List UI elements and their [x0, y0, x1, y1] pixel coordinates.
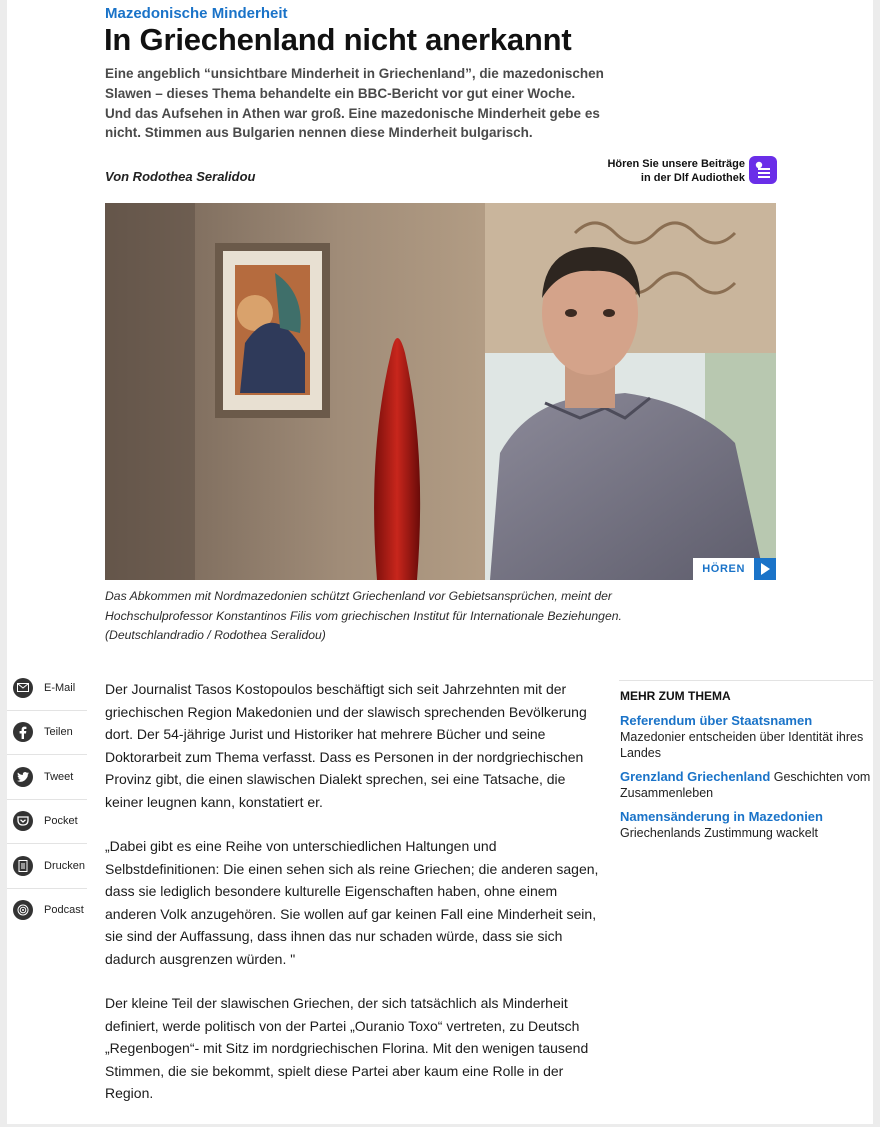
related-item [620, 809, 873, 841]
email-icon [13, 678, 33, 698]
related-link-2[interactable]: Grenzland Griechenland [620, 769, 771, 784]
related-link-3[interactable]: Namensänderung in Mazedonien [620, 809, 823, 824]
photo-illustration [105, 203, 776, 580]
audiothek-line1: Hören Sie unsere Beiträge [607, 158, 745, 170]
share-pocket-label: Pocket [44, 815, 78, 828]
facebook-icon [13, 722, 33, 742]
body-paragraph-1: Der Journalist Tasos Kostopoulos beschäftigt sich seit Jahrzehnten mit der griechischen Region Makedonien und der slawisch sprechenden Bevölkerung dort. Der 54-jährige Jurist und Historiker hat mehrere Bücher und seine Doktorarbeit zum Thema verfasst. Dass es Personen in der nordgriechischen Provinz gibt, die einen slawischen Dialekt sprechen, sei eine Tatsache, die keiner leugnen kann, konstatiert er. [105, 681, 587, 810]
hoeren-label: HÖREN [702, 563, 745, 575]
share-twitter[interactable] [7, 755, 87, 800]
share-twitter-label: Tweet [44, 770, 74, 783]
share-pocket[interactable] [7, 800, 87, 845]
related-text-2: Geschichten vom Zusammenleben [620, 770, 871, 800]
twitter-icon [13, 767, 33, 787]
related-item [620, 713, 873, 761]
audiothek-line2: in der Dlf Audiothek [640, 172, 745, 184]
related-item [620, 769, 873, 801]
page [7, 0, 873, 1124]
share-email-label: E-Mail [44, 681, 76, 694]
share-print-label: Drucken [44, 859, 85, 872]
audiothek-icon[interactable] [749, 156, 777, 184]
related-text-1: Mazedonier entscheiden über Identität ihres Landes [620, 730, 864, 760]
article-teaser: Eine angeblich “unsichtbare Minderheit in Griechenland”, die mazedonischen Slawen – dieses Thema behandelte ein BBC-Bericht vor gut einer Woche. Und das Aufsehen in Athen war groß. Eine mazedonische Minderheit gebe es nicht. Stimmen aus Bulgarien nennen diese Minderheit bulgarisch. [105, 66, 604, 141]
share-bar [7, 666, 87, 932]
share-print[interactable] [7, 844, 87, 889]
body-paragraph-2: „Dabei gibt es eine Reihe von unterschiedlichen Haltungen und Selbstdefinitionen: Die einen sehen sich als reine Griechen; die anderen sagen, dass sie lediglich besondere kulturelle Eigenschaften haben, ohne einem anderen Volk anzugehören. Sie wollen auf gar keinen Fall eine Minderheit sein, sie sind der Auffassung, dass ihnen das nur schaden würde, dass sie sich dadurch ausgrenzen würden. " [105, 838, 599, 967]
hoeren-button[interactable] [693, 558, 776, 580]
image-caption: Das Abkommen mit Nordmazedonien schützt Griechenland vor Gebietsansprüchen, meint der Hochschulprofessor Konstantinos Filis vom griechischen Institut für Internationale Beziehungen. (Deutschlandradio / Rodothea Seralidou) [105, 589, 622, 642]
share-podcast-label: Podcast [44, 904, 84, 917]
related-link-1[interactable]: Referendum über Staatsnamen [620, 713, 813, 728]
share-facebook-label: Teilen [44, 726, 73, 739]
article-body [105, 678, 605, 1127]
audiothek-text [607, 157, 745, 185]
play-icon [754, 558, 776, 580]
pocket-icon [13, 811, 33, 831]
related-heading: MEHR ZUM THEMA [620, 689, 731, 703]
article-image [105, 203, 776, 580]
share-podcast[interactable] [7, 889, 87, 933]
share-email[interactable] [7, 666, 87, 711]
related-text-3: Griechenlands Zustimmung wackelt [620, 826, 818, 840]
share-facebook[interactable] [7, 711, 87, 756]
audiothek-link[interactable] [577, 155, 777, 187]
related-topics [619, 680, 873, 849]
print-icon [13, 856, 33, 876]
podcast-icon [13, 900, 33, 920]
article-author: Von Rodothea Seralidou [105, 169, 256, 184]
body-paragraph-3: Der kleine Teil der slawischen Griechen, der sich tatsächlich als Minderheit definiert, werde politisch von der Partei „Ouranio Toxo“ vertreten, zu Deutsch „Regenbogen“- mit Sitz im nordgriechischen Florina. Mit den wenigen tausend Stimmen, die sie bekommt, spielt diese Partei aber kaum eine Rolle in der Region. [105, 995, 589, 1101]
article-headline: In Griechenland nicht anerkannt [104, 22, 572, 57]
article-kicker: Mazedonische Minderheit [105, 5, 288, 22]
